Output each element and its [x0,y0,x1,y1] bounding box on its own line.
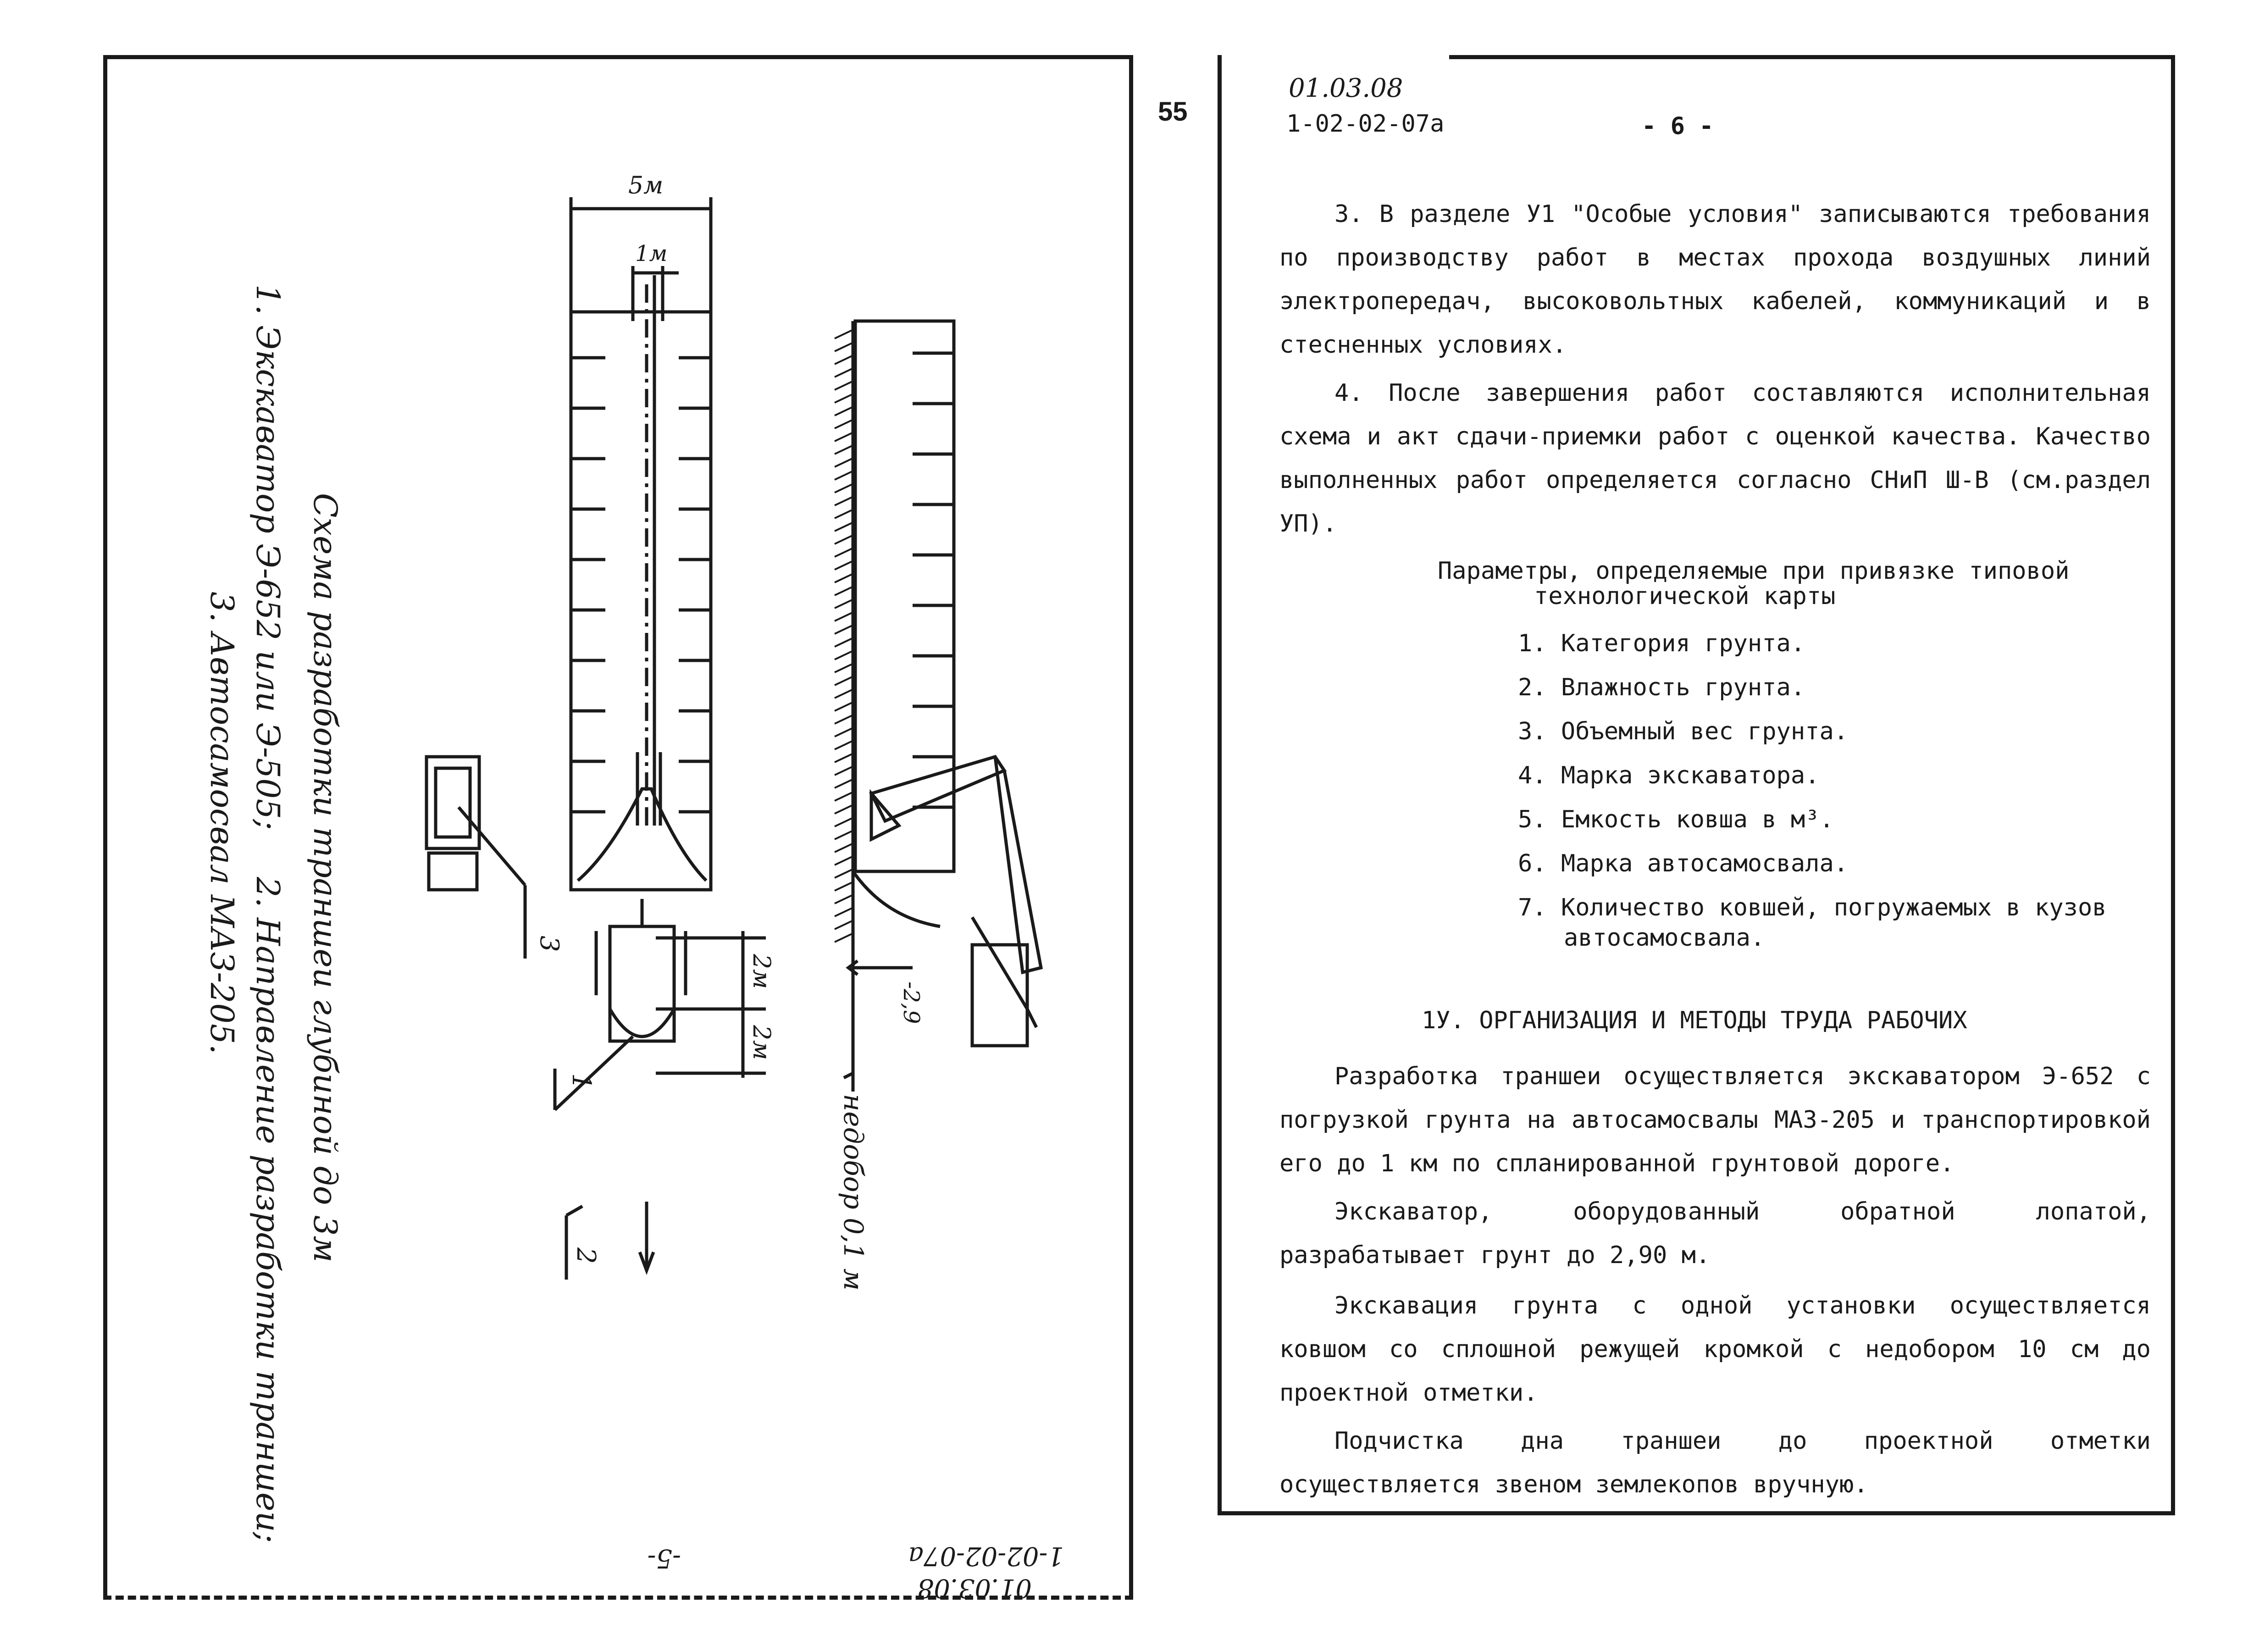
ground-hatch [835,818,852,826]
section-title: 1У. ОРГАНИЗАЦИЯ И МЕТОДЫ ТРУДА РАБОЧИХ [1422,1007,1967,1034]
ground-hatch [835,561,852,570]
header-date: 01.03.08 [1289,73,1403,103]
params-title-line-1: Параметры, определяемые при привязке типовой [1438,557,2070,585]
ground-hatch [835,510,852,518]
param-item: 7. Количество ковшей, погружаемых в кузов [1518,894,2107,921]
params-list [1518,621,2107,960]
param-item: 6. Марка автосамосвала. [1518,850,1849,877]
ground-hatch [835,523,852,531]
ground-hatch [835,844,852,852]
legend-item-3: 3. Автосамосвал МАЗ-205. [203,592,241,1054]
page-number: 55 [1158,97,1188,127]
ground-hatch [835,741,852,749]
ground-hatch [835,536,852,544]
ground-hatch [835,549,852,557]
ground-hatch [835,394,852,403]
ground-hatch [835,857,852,865]
ground-hatch [835,433,852,441]
trench-plan [571,312,711,890]
ground-hatch [835,369,852,377]
legend-item-2: 2. Направление разработки траншеи; [249,876,287,1543]
callout-1: 1 [566,1073,596,1090]
ground-hatch [835,497,852,505]
ground-hatch [835,934,852,942]
ground-hatch [835,908,852,916]
ground-hatch [835,870,852,878]
ground-hatch [835,651,852,660]
paragraph-excavation: Экскавация грунта с одной установки осуществляется ковшом со сплошной режущей кромкой с недобором 10 см до проектной отметки. [1279,1292,2151,1407]
ground-hatch [835,805,852,814]
ground-hatch [835,780,852,788]
param-item: 1. Категория грунта. [1518,630,1805,657]
ground-hatch [835,767,852,775]
ground-hatch [835,600,852,608]
paragraph-organization: Разработка траншеи осуществляется экскаватором Э-652 с погрузкой грунта на автосамосвалы МАЗ-205 и транспортировкой его до 1 км по спланированной грунтовой дороге. [1279,1063,2151,1177]
dim-trench-width: 5м [628,172,664,200]
callout-2: 2 [571,1247,601,1264]
ground-hatch [835,728,852,737]
ground-hatch [835,921,852,929]
ground-hatch [835,626,852,634]
ground-hatch [835,690,852,698]
ground-hatch [835,343,852,351]
left-footer-date: 01.03.08 [917,1573,1032,1603]
dim-2m-upper: 2м [747,954,775,989]
ground-hatch [835,703,852,711]
ground-hatch [835,793,852,801]
ground-hatch [835,330,852,338]
paragraph-cleaning: Подчистка дна траншеи до проектной отметки осуществляется звеном землекопов вручную. [1279,1427,2151,1498]
ground-hatch [835,754,852,762]
ground-hatch [835,420,852,428]
ground-hatch [835,574,852,582]
ground-hatch [835,715,852,724]
left-footer-code: 1-02-02-07а [908,1541,1064,1571]
ground-hatch [835,407,852,416]
dim-center-width: 1м [635,241,668,266]
ground-hatch [835,882,852,891]
ground-hatch [835,471,852,480]
param-item: 2. Влажность грунта. [1518,674,1805,701]
param-item: 4. Марка экскаватора. [1518,762,1820,789]
header-code: 1-02-02-07а [1286,110,1445,138]
ground-hatch [835,677,852,685]
callout-3: 3 [534,936,564,952]
ground-hatch [835,484,852,493]
paragraph-excavator: Экскаватор, оборудованный обратной лопатой, разрабатывает грунт до 2,90 м. [1279,1198,2151,1269]
ground-hatch [835,459,852,467]
ground-hatch [835,895,852,904]
ground-hatch [835,382,852,390]
param-item: 5. Емкость ковша в м³. [1518,806,1834,833]
params-title-line-2: технологической карты [1534,582,1836,610]
ground-hatch [835,613,852,621]
paragraph-completion: 4. После завершения работ составляются исполнительная схема и акт сдачи-приемки работ с оценкой качества. Качество выполненных работ определяется согласно СНиП Ш-В (см.раздел УП). [1279,379,2151,538]
param-item: автосамосвала. [1564,924,1765,952]
scheme-title: Схема разработки траншеи глубиной до 3м [306,493,344,1263]
underdig-label: недобор 0,1 м [838,1094,869,1291]
ground-hatch [835,831,852,839]
ground-hatch [835,446,852,454]
header-page: - 6 - [1642,112,1714,140]
legend-item-1: 1. Экскаватор Э-652 или Э-505; [249,284,287,830]
ground-hatch [835,356,852,364]
left-footer-page: -5- [647,1543,681,1573]
param-item: 3. Объемный вес грунта. [1518,718,1849,745]
ground-hatch [835,587,852,595]
trench-ticks [571,358,711,812]
ground-hatch [835,638,852,647]
paragraph-special-conditions: 3. В разделе У1 "Особые условия" записываются требования по производству работ в местах прохода воздушных линий электропередач, высоковольтных кабелей, коммуникаций и в стесненных условиях. [1279,200,2151,359]
dim-2m-lower: 2м [747,1025,775,1060]
level-mark: -2,9 [898,981,924,1024]
ground-hatch [835,664,852,672]
